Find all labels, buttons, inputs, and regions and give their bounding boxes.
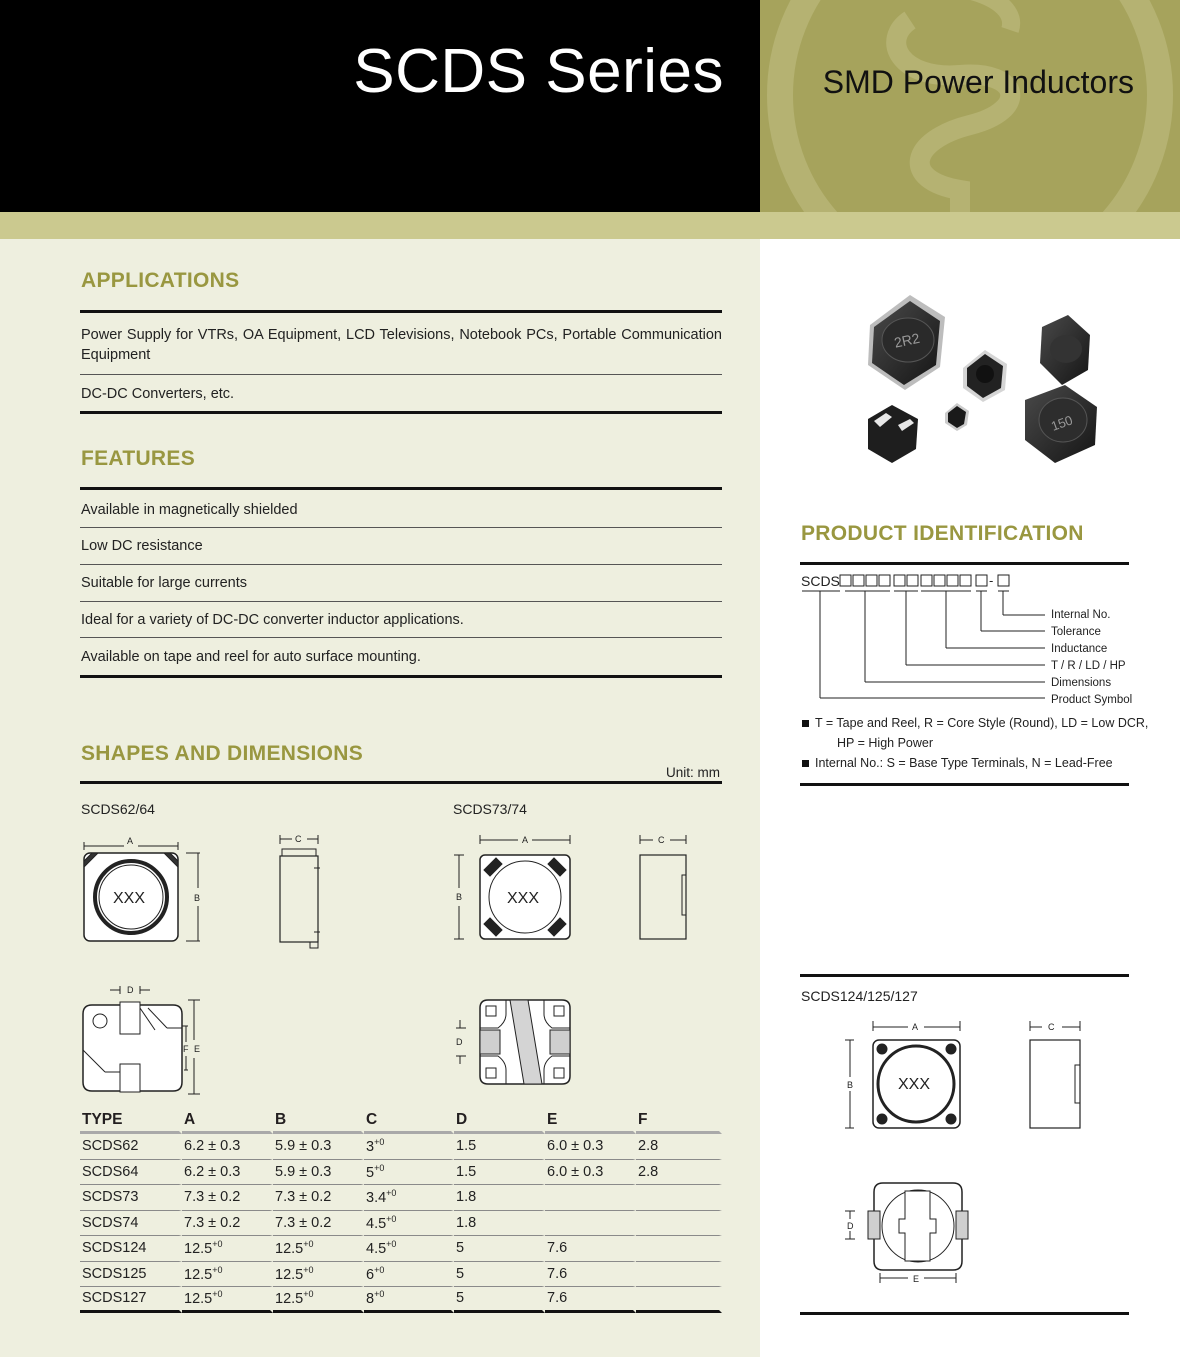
column-header: F <box>636 1108 722 1134</box>
column-header: B <box>273 1108 364 1134</box>
bullet-icon <box>802 720 809 727</box>
cell-type: SCDS124 <box>80 1236 182 1262</box>
dim-letter: D <box>847 1221 854 1231</box>
note-text: HP = High Power <box>837 736 933 750</box>
column-header: C <box>364 1108 454 1134</box>
cell-f: 2.8 <box>636 1160 722 1186</box>
note-text: Internal No.: S = Base Type Terminals, N = Lead-Free <box>815 756 1113 770</box>
code-label-internal-no: Internal No. <box>1051 609 1111 621</box>
note-text: T = Tape and Reel, R = Core Style (Round), LD = Low DCR, <box>815 716 1149 730</box>
inductor-photo <box>830 285 1130 465</box>
cell-b: $12.5^{+0}$ <box>273 1236 364 1262</box>
divider <box>800 974 1129 977</box>
divider <box>800 562 1129 565</box>
model-label: SCDS62/64 <box>81 801 155 817</box>
cell-f <box>636 1262 722 1288</box>
cell-e: 6.0 ± 0.3 <box>545 1160 636 1186</box>
cell-d: 1.5 <box>454 1134 545 1160</box>
product-id-heading: PRODUCT IDENTIFICATION <box>801 522 1084 545</box>
code-prefix: SCDS <box>801 573 840 589</box>
divider <box>80 487 722 490</box>
dimensions-table <box>80 1108 722 1313</box>
code-dash: - <box>989 573 994 588</box>
feature-item: Suitable for large currents <box>81 575 248 591</box>
feature-item: Available in magnetically shielded <box>81 502 298 518</box>
model-label: SCDS73/74 <box>453 801 527 817</box>
cell-type: SCDS127 <box>80 1287 182 1313</box>
header-olive-block <box>760 0 1180 212</box>
cell-e: 7.6 <box>545 1236 636 1262</box>
model-label: SCDS124/125/127 <box>801 988 918 1004</box>
scds73-drawing <box>450 830 710 1100</box>
feature-item: Available on tape and reel for auto surface mounting. <box>81 649 421 665</box>
shapes-heading: SHAPES AND DIMENSIONS <box>81 742 364 765</box>
cell-f <box>636 1236 722 1262</box>
dim-letter: E <box>194 1044 201 1054</box>
page-subtitle: SMD Power Inductors <box>822 64 1134 100</box>
cell-c: $5^{+0}$ <box>364 1160 454 1186</box>
divider <box>80 527 722 528</box>
cell-c: $4.5^{+0}$ <box>364 1236 454 1262</box>
part-marking: 150 <box>1049 412 1075 434</box>
header-black-block <box>0 0 760 212</box>
dim-letter: C <box>1048 1022 1055 1032</box>
unit-label: Unit: mm <box>666 765 720 780</box>
divider <box>80 564 722 565</box>
table-row <box>80 1211 722 1237</box>
cell-type: SCDS73 <box>80 1185 182 1211</box>
table-row <box>80 1185 722 1211</box>
dim-letter: D <box>456 1037 463 1047</box>
cell-type: SCDS64 <box>80 1160 182 1186</box>
cell-a: 7.3 ± 0.2 <box>182 1185 273 1211</box>
column-header: TYPE <box>80 1108 182 1134</box>
cell-type: SCDS62 <box>80 1134 182 1160</box>
cell-a: $12.5^{+0}$ <box>182 1262 273 1288</box>
cell-a: 6.2 ± 0.3 <box>182 1160 273 1186</box>
page-title: SCDS Series <box>353 37 724 106</box>
dim-letter: A <box>522 835 529 845</box>
scds124-drawing <box>840 1015 1100 1295</box>
code-label-inductance: Inductance <box>1051 643 1108 655</box>
cell-c: $6^{+0}$ <box>364 1262 454 1288</box>
code-label-dimensions: Dimensions <box>1051 677 1112 689</box>
cell-c: $3^{+0}$ <box>364 1134 454 1160</box>
table-row <box>80 1160 722 1186</box>
dim-letter: A <box>912 1022 919 1032</box>
cell-e: 6.0 ± 0.3 <box>545 1134 636 1160</box>
dim-letter: C <box>658 835 665 845</box>
cell-type: SCDS74 <box>80 1211 182 1237</box>
cell-d: 1.8 <box>454 1211 545 1237</box>
divider <box>800 1312 1129 1315</box>
cell-d: 1.8 <box>454 1185 545 1211</box>
cell-b: $12.5^{+0}$ <box>273 1262 364 1288</box>
divider <box>80 675 722 678</box>
cell-b: 7.3 ± 0.2 <box>273 1185 364 1211</box>
cell-e <box>545 1211 636 1237</box>
code-label-type: T / R / LD / HP <box>1051 660 1126 672</box>
cell-b: 7.3 ± 0.2 <box>273 1211 364 1237</box>
cell-a: 6.2 ± 0.3 <box>182 1134 273 1160</box>
cell-f <box>636 1211 722 1237</box>
cell-a: $12.5^{+0}$ <box>182 1287 273 1313</box>
divider <box>80 601 722 602</box>
part-marking: XXX <box>898 1076 931 1093</box>
code-label-tolerance: Tolerance <box>1051 626 1101 638</box>
feature-item: Ideal for a variety of DC-DC converter inductor applications. <box>81 612 464 628</box>
dim-letter: B <box>847 1080 854 1090</box>
application-item: Power Supply for VTRs, OA Equipment, LCD Televisions, Notebook PCs, Portable Communication Equipment <box>81 327 722 363</box>
divider <box>80 637 722 638</box>
cell-e: 7.6 <box>545 1287 636 1313</box>
cell-d: 5 <box>454 1287 545 1313</box>
cell-e <box>545 1185 636 1211</box>
dim-letter: A <box>127 836 134 846</box>
cell-a: $12.5^{+0}$ <box>182 1236 273 1262</box>
dim-letter: B <box>456 892 463 902</box>
cell-c: $4.5^{+0}$ <box>364 1211 454 1237</box>
coil-watermark-icon <box>760 0 1180 212</box>
cell-d: 5 <box>454 1236 545 1262</box>
cell-type: SCDS125 <box>80 1262 182 1288</box>
cell-f <box>636 1287 722 1313</box>
header-band <box>0 212 1180 239</box>
cell-f <box>636 1185 722 1211</box>
product-code-diagram <box>800 570 1140 710</box>
divider <box>80 374 722 375</box>
column-header: A <box>182 1108 273 1134</box>
divider <box>800 783 1129 786</box>
applications-heading: APPLICATIONS <box>81 269 240 292</box>
cell-a: 7.3 ± 0.2 <box>182 1211 273 1237</box>
dim-letter: E <box>913 1274 920 1284</box>
cell-d: 1.5 <box>454 1160 545 1186</box>
application-item: DC-DC Converters, etc. <box>81 386 235 402</box>
column-header: D <box>454 1108 545 1134</box>
part-marking: XXX <box>507 890 540 907</box>
features-heading: FEATURES <box>81 447 196 470</box>
dim-letter: C <box>295 834 302 844</box>
table-header-row <box>80 1108 722 1134</box>
table-row <box>80 1262 722 1288</box>
code-label-product-symbol: Product Symbol <box>1051 694 1133 706</box>
divider <box>80 310 722 313</box>
column-header: E <box>545 1108 636 1134</box>
part-marking: 2R2 <box>892 329 922 351</box>
cell-b: 5.9 ± 0.3 <box>273 1160 364 1186</box>
divider <box>80 781 722 784</box>
dim-letter: D <box>127 985 134 995</box>
table-row <box>80 1287 722 1313</box>
feature-item: Low DC resistance <box>81 538 203 554</box>
cell-c: $3.4^{+0}$ <box>364 1185 454 1211</box>
cell-b: 5.9 ± 0.3 <box>273 1134 364 1160</box>
cell-b: $12.5^{+0}$ <box>273 1287 364 1313</box>
table-row <box>80 1134 722 1160</box>
part-marking: XXX <box>113 890 146 907</box>
cell-d: 5 <box>454 1262 545 1288</box>
dim-letter: F <box>183 1044 189 1054</box>
cell-e: 7.6 <box>545 1262 636 1288</box>
bullet-icon <box>802 760 809 767</box>
table-row <box>80 1236 722 1262</box>
cell-f: 2.8 <box>636 1134 722 1160</box>
divider <box>80 411 722 414</box>
scds62-drawing <box>70 830 330 1100</box>
dim-letter: B <box>194 893 201 903</box>
cell-c: $8^{+0}$ <box>364 1287 454 1313</box>
